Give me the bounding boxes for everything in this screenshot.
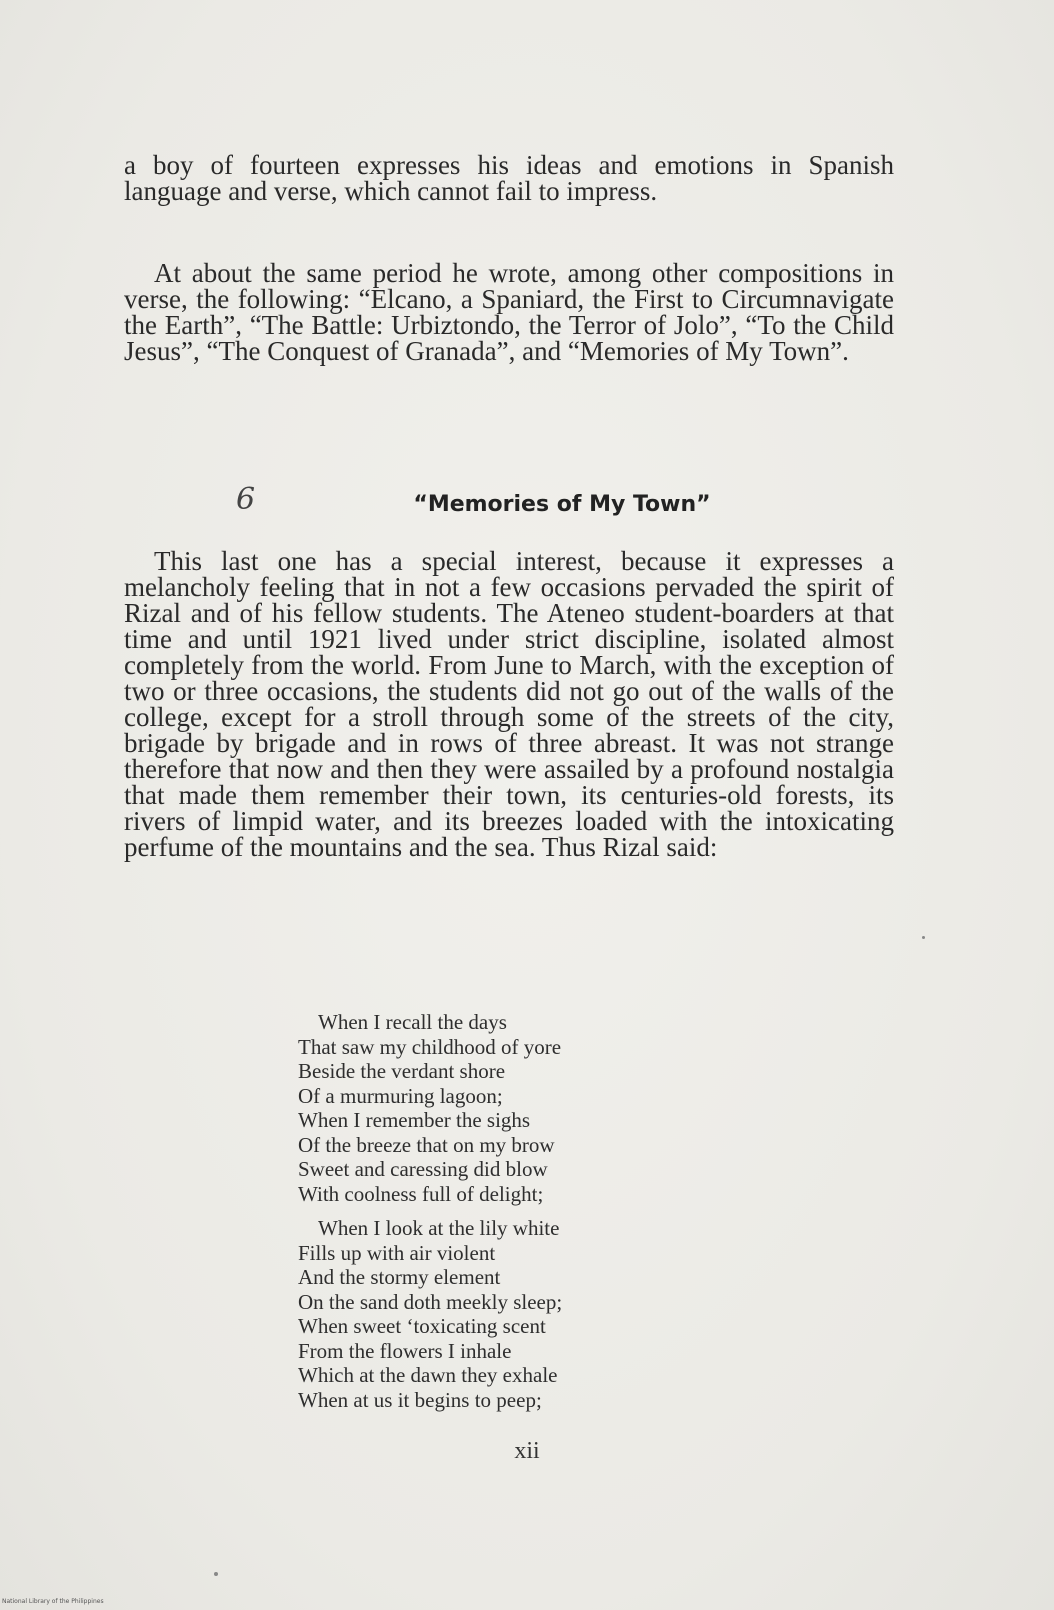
paragraph-text: This last one has a special interest, because it expresses a melancholy feeling that in not a few occasions pervaded the spirit of Rizal and of his fellow students. The Ateneo student-boarders at that time and until 1921 lived under strict discipline, isolated almost completely from the world. From June to March, with the exception of two or three occasions, the students did not go out of the walls of the college, except for a stroll through some of the streets of the city, brigade by brigade and in rows of three abreast. It was not strange therefore that now and then they were assailed by a profound nostalgia that made them remember their town, its centuries-old forests, its rivers of limpid water, and its breezes loaded with the intoxicating perfume of the mountains and the sea. Thus Rizal said: <box>124 546 894 862</box>
poem-line: That saw my childhood of yore <box>298 1034 562 1059</box>
poem-line: And the stormy element <box>298 1265 501 1289</box>
poem-line: When sweet ‘toxicating scent <box>298 1314 546 1338</box>
paragraph-text: At about the same period he wrote, among other compositions in verse, the following: “Elcano, a Spaniard, the First to Circumnavigate the Earth”, “The Battle: Urbiztondo, the Terror of Jolo”, “To the Child Jesus”, “The Conquest of Granada”, and “Memories of My Town”. <box>124 258 894 366</box>
poem-line: Fills up with air violent <box>298 1240 496 1265</box>
handwritten-margin-mark: 6 <box>236 482 256 517</box>
paragraph-text: a boy of fourteen expresses his ideas and emotions in Spanish language and verse, which cannot fail to impress. <box>124 150 894 206</box>
paragraph-nostalgia <box>124 548 894 860</box>
poem-line: On the sand doth meekly sleep; <box>298 1289 563 1314</box>
poem-line: Of a murmuring lagoon; <box>298 1083 503 1108</box>
section-heading <box>0 482 1054 517</box>
poem-line: Beside the verdant shore <box>298 1059 506 1083</box>
page-number: xii <box>514 1438 540 1464</box>
paragraph-continuation <box>124 152 894 204</box>
poem-stanza-2 <box>298 1216 758 1412</box>
poem-line: When I remember the sighs <box>298 1108 531 1132</box>
poem-line: Sweet and caressing did blow <box>298 1157 548 1181</box>
poem-line: When at us it begins to peep; <box>298 1387 542 1412</box>
footer-credit: National Library of the Philippines <box>2 1598 104 1605</box>
poem-line: When I recall the days <box>318 1010 507 1034</box>
poem-line: From the flowers I inhale <box>298 1338 512 1363</box>
paragraph-compositions <box>124 260 894 364</box>
poem-stanza-1 <box>298 1010 758 1206</box>
section-title: “Memories of My Town” <box>413 492 711 517</box>
poem-line: When I look at the lily white <box>318 1216 560 1240</box>
scan-speck <box>214 1572 218 1576</box>
poem-line: Of the breeze that on my brow <box>298 1132 555 1157</box>
poem-line: Which at the dawn they exhale <box>298 1363 558 1387</box>
poem-line: With coolness full of delight; <box>298 1181 544 1206</box>
scan-speck <box>922 936 925 939</box>
